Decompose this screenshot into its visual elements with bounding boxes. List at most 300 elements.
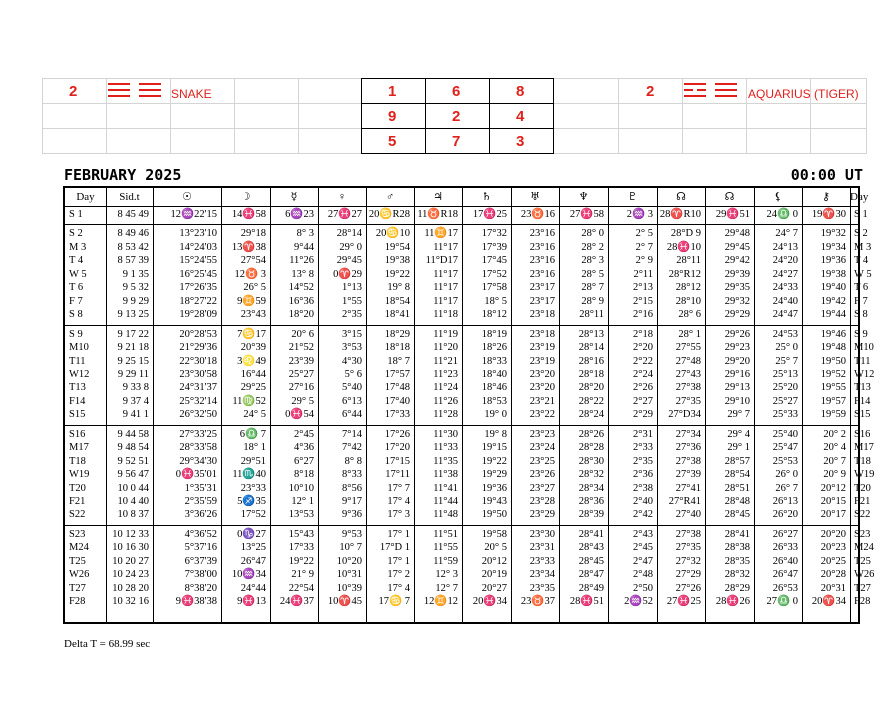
table-cell: 2°13 — [633, 282, 653, 294]
table-cell: 28°20 — [578, 382, 604, 394]
table-cell: 18°54 — [384, 295, 410, 307]
trigram-icon — [139, 83, 161, 97]
table-cell: 23°43 — [240, 309, 266, 321]
column-header: ☊ — [676, 191, 686, 203]
table-cell: 9 9 29 — [122, 295, 149, 307]
table-cell: 23°33 — [240, 482, 266, 494]
table-cell: 18°18 — [384, 342, 410, 354]
day-label: S 1 — [69, 209, 83, 220]
table-cell: 27°41 — [675, 482, 701, 494]
table-cell: 28° 9 — [581, 295, 604, 307]
table-cell: 20°31 — [820, 582, 846, 594]
table-cell: 20° 7 — [823, 455, 846, 467]
table-cell: 28°13 — [578, 328, 604, 340]
table-cell: 6°13 — [342, 395, 362, 407]
day-label: T18 — [854, 455, 871, 467]
table-cell: 17°11 — [385, 469, 410, 481]
table-cell: 6°37'39 — [184, 555, 217, 567]
table-cell: 29°25 — [240, 382, 266, 394]
table-cell: 28°26 — [578, 428, 604, 440]
table-cell: 25°20 — [772, 382, 798, 394]
table-cell: 23°29 — [529, 509, 555, 521]
table-cell: 26° 0 — [775, 469, 798, 481]
table-cell: 25°53 — [772, 455, 798, 467]
table-cell: 29° 7 — [727, 409, 750, 421]
day-label: F 7 — [69, 295, 83, 307]
table-cell: 26°47 — [772, 569, 798, 581]
day-label: T13 — [854, 382, 871, 394]
table-cell: 10°10 — [288, 482, 314, 494]
table-cell: 27°34 — [675, 428, 701, 440]
table-cell: 11°38 — [433, 469, 458, 481]
table-cell: 5°40 — [342, 382, 362, 394]
table-cell: 26°13 — [772, 496, 798, 507]
table-cell: 19°50 — [481, 509, 507, 521]
table-cell: 8 45 49 — [117, 209, 149, 220]
column-header: Day — [76, 191, 95, 203]
trigram-icon — [684, 83, 706, 97]
table-cell: 27°35 — [675, 395, 701, 407]
table-cell: 18°27'22 — [179, 295, 217, 307]
table-cell: 2♒ 3 — [626, 209, 653, 220]
table-cell: 9 44 58 — [117, 428, 149, 440]
table-cell: 28°10 — [675, 295, 701, 307]
table-cell: 29°10 — [724, 395, 750, 407]
table-cell: 7°14 — [342, 428, 362, 440]
table-cell: 23°27 — [529, 482, 555, 494]
table-cell: 24°13 — [772, 241, 798, 253]
table-cell: 24°44 — [240, 582, 266, 594]
table-cell: 27°16 — [288, 382, 314, 394]
table-cell: 2°38 — [633, 482, 653, 494]
day-label: W12 — [854, 368, 875, 380]
table-cell: 11°20 — [433, 342, 458, 354]
day-label: M17 — [69, 442, 89, 454]
table-cell: 2°50 — [633, 582, 653, 594]
table-cell: 19°22 — [481, 455, 507, 467]
day-label: S 1 — [854, 209, 868, 220]
table-cell: 10 24 23 — [112, 569, 149, 581]
table-cell: 19°44 — [820, 309, 846, 321]
table-cell: 28°22 — [578, 395, 604, 407]
table-cell: 8° 3 — [296, 228, 314, 240]
table-cell: 28°34 — [578, 482, 604, 494]
table-cell: 17°57 — [384, 368, 410, 380]
table-cell: 25°13 — [772, 368, 798, 380]
table-cell: 24°47 — [772, 309, 798, 321]
day-label: M 3 — [69, 241, 87, 253]
table-cell: 8°18 — [294, 469, 314, 481]
table-cell: 17°48 — [384, 382, 410, 394]
table-cell: 3°36'26 — [184, 509, 217, 521]
table-cell: 23°21 — [529, 395, 555, 407]
column-header: ♅ — [530, 191, 540, 203]
table-cell: 2°18 — [633, 328, 653, 340]
table-cell: 27♓58 — [569, 209, 604, 220]
table-cell: 10 20 27 — [112, 555, 149, 567]
grid-cell: 6 — [452, 83, 461, 100]
table-cell: 27°38 — [675, 455, 701, 467]
table-cell: 6♒23 — [285, 209, 314, 220]
table-cell: 20°27 — [481, 582, 507, 594]
table-cell: 12° 3 — [435, 569, 458, 581]
day-label: T11 — [854, 355, 871, 367]
table-cell: 17♓25 — [472, 209, 507, 220]
table-cell: 11°41 — [433, 482, 458, 494]
day-label: S 9 — [854, 328, 868, 340]
table-cell: 0♈29 — [333, 268, 362, 280]
day-label: T27 — [854, 582, 871, 594]
table-cell: 25°40 — [772, 428, 798, 440]
table-cell: 10 32 16 — [112, 596, 149, 608]
day-label: T 6 — [854, 282, 869, 294]
table-cell: 28°41 — [724, 528, 750, 540]
table-cell: 26° 5 — [243, 282, 266, 294]
table-cell: 2°40 — [633, 496, 653, 507]
day-label: S16 — [69, 428, 86, 440]
day-label: W 5 — [69, 268, 87, 280]
table-cell: 19°22 — [288, 555, 314, 567]
table-cell: 29°45 — [336, 255, 362, 267]
column-header: Day — [850, 191, 869, 203]
table-cell: 7°38'00 — [184, 569, 217, 581]
table-cell: 8 53 42 — [117, 241, 149, 253]
table-cell: 11♏40 — [232, 469, 266, 481]
table-cell: 28°D 9 — [670, 228, 701, 240]
table-cell: 11°19 — [433, 328, 458, 340]
table-cell: 28°32 — [724, 569, 750, 581]
day-label: T20 — [69, 482, 86, 494]
day-label: M24 — [69, 542, 89, 554]
table-cell: 2°27 — [633, 395, 653, 407]
table-cell: 9°17 — [342, 496, 362, 507]
table-cell: 29°29 — [724, 309, 750, 321]
table-cell: 23°19 — [529, 342, 555, 354]
grid-cell: 5 — [388, 133, 397, 150]
table-cell: 12° 1 — [291, 496, 314, 507]
day-label: S15 — [69, 409, 86, 421]
right-number: 2 — [646, 83, 655, 100]
table-cell: 20°12 — [820, 482, 846, 494]
table-cell: 23°18 — [529, 309, 555, 321]
table-cell: 10 28 20 — [112, 582, 149, 594]
table-cell: 2°43 — [633, 528, 653, 540]
table-cell: 13°23'10 — [179, 228, 217, 240]
table-cell: 11°44 — [433, 496, 458, 507]
table-cell: 19°28'09 — [179, 309, 217, 321]
ephemeris-table — [63, 186, 875, 624]
table-cell: 19°50 — [820, 355, 846, 367]
table-cell: 16°36 — [288, 295, 314, 307]
table-cell: 23°34 — [529, 569, 555, 581]
table-cell: 27°40 — [675, 509, 701, 521]
table-cell: 25°32'14 — [179, 395, 217, 407]
day-label: S23 — [69, 528, 86, 540]
table-cell: 2°45 — [633, 542, 653, 554]
table-cell: 11°17 — [433, 241, 458, 253]
day-label: M 3 — [854, 241, 872, 253]
table-cell: 23°16 — [529, 228, 555, 240]
table-cell: 9♓13 — [237, 596, 266, 608]
day-label: W26 — [854, 569, 875, 581]
table-cell: 20♓34 — [472, 596, 507, 608]
table-cell: 19°48 — [820, 342, 846, 354]
table-cell: 23°25 — [529, 455, 555, 467]
table-cell: 28°57 — [724, 455, 750, 467]
table-cell: 11°D17 — [425, 255, 458, 267]
table-cell: 20° 2 — [823, 428, 846, 440]
table-cell: 11°28 — [433, 409, 458, 421]
table-cell: 1°55 — [342, 295, 362, 307]
table-cell: 28° 5 — [581, 268, 604, 280]
table-cell: 20°39 — [240, 342, 266, 354]
column-header: ☽ — [240, 191, 251, 203]
table-cell: 25°47 — [772, 442, 798, 454]
table-cell: 23°28 — [529, 496, 555, 507]
table-cell: 28° 7 — [581, 282, 604, 294]
day-label: S 8 — [69, 309, 83, 321]
table-cell: 29°51 — [240, 455, 266, 467]
table-cell: 1°13 — [342, 282, 362, 294]
table-cell: 11♊17 — [424, 228, 458, 240]
day-label: T25 — [854, 555, 871, 567]
table-cell: 22°30'18 — [179, 355, 217, 367]
trigram-icon — [108, 83, 130, 97]
table-cell: 11°21 — [433, 355, 458, 367]
table-cell: 14°24'03 — [179, 241, 217, 253]
left-number: 2 — [69, 83, 78, 100]
table-cell: 23°30'58 — [179, 368, 217, 380]
left-label: SNAKE — [171, 87, 212, 101]
table-cell: 28°54 — [724, 469, 750, 481]
table-cell: 25°27 — [288, 368, 314, 380]
time-label: 00:00 UT — [790, 166, 863, 184]
table-cell: 9 1 35 — [122, 268, 149, 280]
table-cell: 28°16 — [578, 355, 604, 367]
table-cell: 28°41 — [578, 528, 604, 540]
grid-cell: 7 — [452, 133, 461, 150]
table-cell: 20♈34 — [811, 596, 846, 608]
table-cell: 29♓51 — [715, 209, 750, 220]
table-cell: 28♓51 — [569, 596, 604, 608]
table-cell: 27♓27 — [327, 209, 362, 220]
table-cell: 27°R41 — [668, 496, 701, 507]
table-cell: 9♊59 — [237, 295, 266, 307]
table-cell: 17°D 1 — [379, 542, 410, 554]
table-cell: 5° 6 — [344, 368, 362, 380]
table-cell: 17°52 — [481, 268, 507, 280]
table-cell: 19°40 — [820, 282, 846, 294]
table-cell: 9 17 22 — [117, 328, 149, 340]
table-cell: 24° 7 — [775, 228, 798, 240]
table-cell: 24♎ 0 — [766, 209, 798, 220]
table-cell: 29°13 — [724, 382, 750, 394]
table-cell: 25°27 — [772, 395, 798, 407]
table-cell: 28°36 — [578, 496, 604, 507]
table-cell: 19° 0 — [484, 409, 507, 421]
table-cell: 9 56 47 — [117, 469, 149, 481]
table-cell: 28°51 — [724, 482, 750, 494]
table-cell: 20°28'53 — [179, 328, 217, 340]
day-label: S 2 — [69, 228, 83, 240]
day-label: W 5 — [854, 268, 872, 280]
table-cell: 27°38 — [675, 528, 701, 540]
table-cell: 17° 4 — [387, 496, 410, 507]
table-cell: 2°35 — [633, 455, 653, 467]
table-cell: 18°20 — [288, 309, 314, 321]
table-cell: 19°29 — [481, 469, 507, 481]
table-cell: 18° 1 — [243, 442, 266, 454]
table-cell: 6°44 — [342, 409, 362, 421]
table-cell: 19°36 — [481, 482, 507, 494]
table-cell: 22°54 — [288, 582, 314, 594]
grid-cell: 4 — [516, 108, 525, 125]
table-cell: 9°53 — [342, 528, 362, 540]
table-cell: 3°15 — [342, 328, 362, 340]
table-cell: 18° 5 — [484, 295, 507, 307]
table-cell: 28°14 — [578, 342, 604, 354]
table-cell: 28°38 — [724, 542, 750, 554]
table-cell: 11°18 — [433, 309, 458, 321]
table-cell: 11°55 — [433, 542, 458, 554]
table-cell: 28°14 — [336, 228, 362, 240]
table-cell: 11°59 — [433, 555, 458, 567]
table-cell: 8°56 — [342, 482, 362, 494]
table-cell: 12♉ 3 — [234, 268, 266, 280]
table-cell: 9 33 8 — [122, 382, 149, 394]
right-label: AQUARIUS (TIGER) — [748, 87, 859, 101]
table-cell: 2°33 — [633, 442, 653, 454]
column-header: ♇ — [627, 191, 638, 203]
table-cell: 18°46 — [481, 382, 507, 394]
table-cell: 2°47 — [633, 555, 653, 567]
table-cell: 15°43 — [288, 528, 314, 540]
table-cell: 20° 9 — [823, 469, 846, 481]
table-cell: 19°15 — [481, 442, 507, 454]
table-cell: 17°40 — [384, 395, 410, 407]
table-cell: 7°42 — [342, 442, 362, 454]
table-cell: 28°24 — [578, 409, 604, 421]
table-cell: 10 12 33 — [112, 528, 149, 540]
table-cell: 19°52 — [820, 368, 846, 380]
table-cell: 20°20 — [820, 528, 846, 540]
table-cell: 28°12 — [675, 282, 701, 294]
table-cell: 29° 1 — [727, 442, 750, 454]
table-cell: 23°30 — [529, 528, 555, 540]
table-cell: 2°31 — [633, 428, 653, 440]
table-cell: 27°38 — [675, 382, 701, 394]
table-cell: 26° 7 — [775, 482, 798, 494]
table-cell: 27°26 — [675, 582, 701, 594]
table-cell: 2°45 — [294, 428, 314, 440]
day-label: T 4 — [854, 255, 869, 267]
table-cell: 19°36 — [820, 255, 846, 267]
table-cell: 19°59 — [820, 409, 846, 421]
day-label: S23 — [854, 528, 871, 540]
table-cell: 9 25 15 — [117, 355, 149, 367]
table-cell: 5♐35 — [237, 496, 266, 507]
table-cell: 27°33'25 — [179, 428, 217, 440]
table-cell: 6°27 — [294, 455, 314, 467]
table-cell: 17♋ 7 — [378, 596, 410, 608]
table-cell: 18° 7 — [387, 355, 410, 367]
table-cell: 10° 7 — [339, 542, 362, 554]
table-cell: 17°39 — [481, 241, 507, 253]
table-cell: 4°36 — [294, 442, 314, 454]
table-cell: 28°11 — [579, 309, 604, 321]
table-cell: 28°45 — [724, 509, 750, 521]
table-cell: 20°19 — [481, 569, 507, 581]
day-label: T20 — [854, 482, 871, 494]
table-cell: 29° 5 — [291, 395, 314, 407]
day-label: F14 — [854, 395, 871, 407]
table-cell: 20°15 — [820, 496, 846, 507]
table-cell: 29°45 — [724, 241, 750, 253]
table-cell: 24°27 — [772, 268, 798, 280]
table-cell: 10°31 — [336, 569, 362, 581]
table-cell: 18°29 — [384, 328, 410, 340]
table-cell: 11°48 — [433, 509, 458, 521]
table-cell: 26°33 — [772, 542, 798, 554]
table-cell: 23°39 — [288, 355, 314, 367]
top-grid — [42, 78, 867, 154]
table-cell: 20°28 — [820, 569, 846, 581]
table-cell: 19°32 — [820, 228, 846, 240]
table-cell: 17°20 — [384, 442, 410, 454]
table-cell: 25° 7 — [775, 355, 798, 367]
day-label: S 9 — [69, 328, 83, 340]
grid-cell: 8 — [516, 83, 525, 100]
table-cell: 23°16 — [529, 268, 555, 280]
table-cell: 29°20 — [724, 355, 750, 367]
table-cell: 10 8 37 — [117, 509, 149, 521]
table-cell: 2°48 — [633, 569, 653, 581]
table-cell: 13° 8 — [291, 268, 314, 280]
table-cell: 2° 9 — [635, 255, 653, 267]
day-label: F 7 — [854, 295, 868, 307]
table-cell: 2°24 — [633, 368, 653, 380]
table-cell: 25° 0 — [775, 342, 798, 354]
table-cell: 29°23 — [724, 342, 750, 354]
table-cell: 20♋R28 — [368, 209, 410, 220]
table-cell: 23°16 — [529, 241, 555, 253]
table-cell: 2°29 — [633, 409, 653, 421]
table-cell: 29°39 — [724, 268, 750, 280]
table-cell: 6♎ 7 — [239, 428, 266, 440]
table-cell: 17°26'35 — [179, 282, 217, 294]
table-cell: 19°54 — [384, 241, 410, 253]
table-cell: 10 4 40 — [117, 496, 149, 507]
table-cell: 2♒52 — [624, 596, 653, 608]
table-cell: 2°35 — [342, 309, 362, 321]
table-cell: 28°43 — [578, 542, 604, 554]
table-cell: 20°23 — [820, 542, 846, 554]
table-cell: 23♉37 — [520, 596, 555, 608]
table-cell: 27°39 — [675, 469, 701, 481]
table-cell: 20°25 — [820, 555, 846, 567]
table-cell: 23°20 — [529, 368, 555, 380]
table-cell: 17°52 — [240, 509, 266, 521]
column-header: ♆ — [578, 191, 589, 203]
table-cell: 28°47 — [578, 569, 604, 581]
table-cell: 28♓26 — [715, 596, 750, 608]
table-cell: 28° 0 — [581, 228, 604, 240]
table-cell: 11♉R18 — [417, 209, 458, 220]
day-label: M10 — [69, 342, 89, 354]
trigram-icon — [715, 83, 737, 97]
table-cell: 28°48 — [724, 496, 750, 507]
table-cell: 3♌49 — [237, 355, 266, 367]
